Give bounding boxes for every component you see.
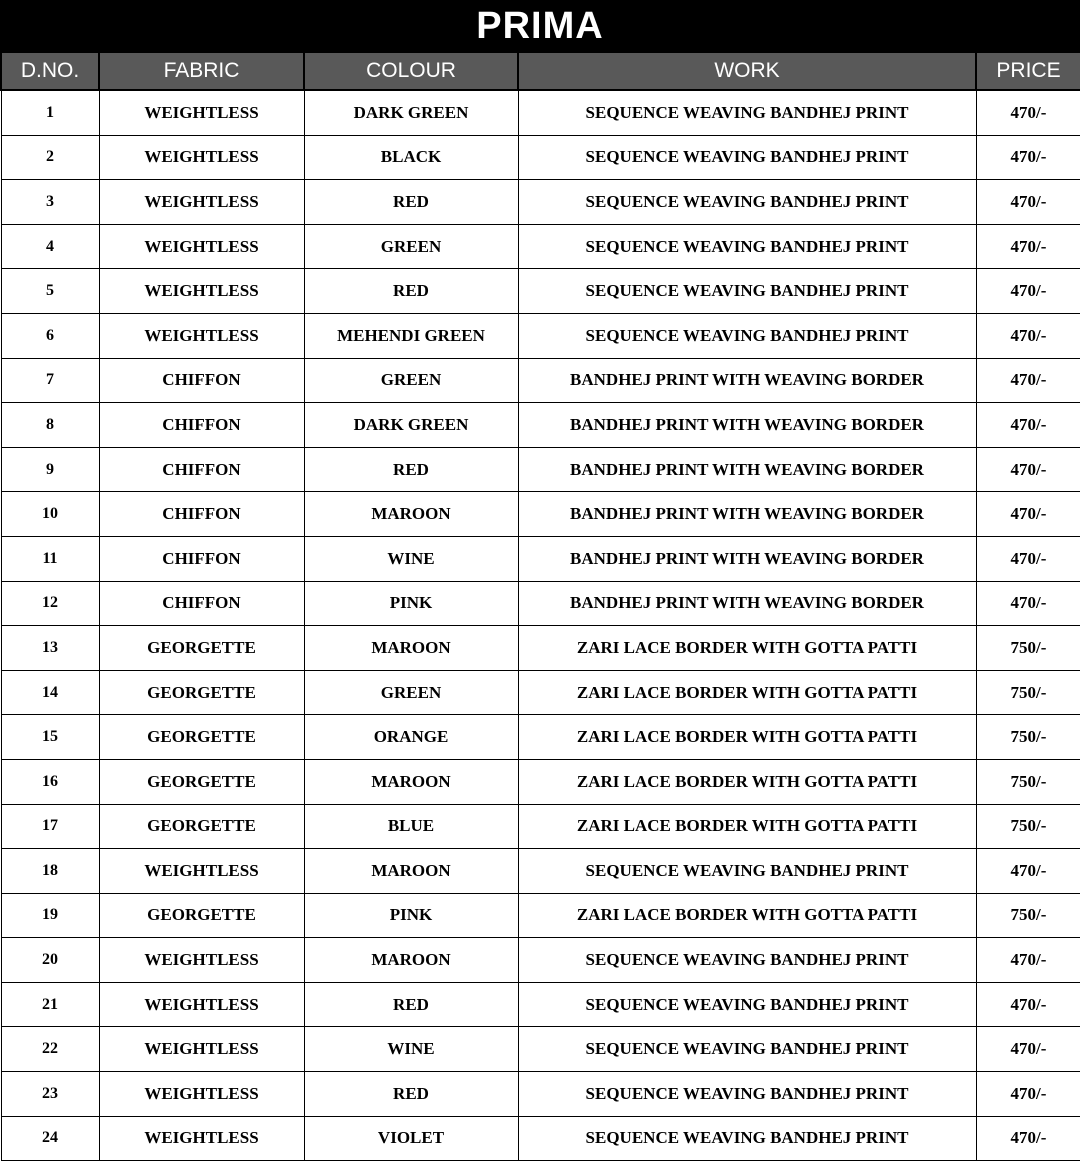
cell-dno: 9: [1, 447, 99, 492]
cell-work: SEQUENCE WEAVING BANDHEJ PRINT: [518, 982, 976, 1027]
cell-fabric: GEORGETTE: [99, 670, 304, 715]
cell-dno: 8: [1, 403, 99, 448]
cell-dno: 14: [1, 670, 99, 715]
catalog-table: [0, 53, 1080, 1161]
cell-fabric: WEIGHTLESS: [99, 269, 304, 314]
cell-price: 470/-: [976, 982, 1080, 1027]
table-row: [1, 938, 1080, 983]
table-row: [1, 804, 1080, 849]
cell-price: 470/-: [976, 403, 1080, 448]
cell-price: 470/-: [976, 313, 1080, 358]
cell-dno: 3: [1, 180, 99, 225]
table-row: [1, 670, 1080, 715]
table-body: [1, 90, 1080, 1161]
cell-fabric: GEORGETTE: [99, 759, 304, 804]
cell-dno: 21: [1, 982, 99, 1027]
header-colour: COLOUR: [304, 53, 518, 90]
table-row: [1, 358, 1080, 403]
cell-work: SEQUENCE WEAVING BANDHEJ PRINT: [518, 849, 976, 894]
cell-work: BANDHEJ PRINT WITH WEAVING BORDER: [518, 492, 976, 537]
cell-price: 470/-: [976, 849, 1080, 894]
cell-fabric: WEIGHTLESS: [99, 849, 304, 894]
cell-fabric: GEORGETTE: [99, 715, 304, 760]
table-row: [1, 982, 1080, 1027]
table-row: [1, 626, 1080, 671]
cell-colour: MEHENDI GREEN: [304, 313, 518, 358]
cell-fabric: CHIFFON: [99, 581, 304, 626]
cell-colour: MAROON: [304, 849, 518, 894]
cell-fabric: WEIGHTLESS: [99, 982, 304, 1027]
cell-dno: 11: [1, 536, 99, 581]
cell-dno: 15: [1, 715, 99, 760]
cell-work: SEQUENCE WEAVING BANDHEJ PRINT: [518, 938, 976, 983]
cell-work: BANDHEJ PRINT WITH WEAVING BORDER: [518, 581, 976, 626]
cell-fabric: WEIGHTLESS: [99, 938, 304, 983]
cell-price: 750/-: [976, 893, 1080, 938]
cell-price: 470/-: [976, 1027, 1080, 1072]
cell-colour: GREEN: [304, 670, 518, 715]
cell-price: 470/-: [976, 536, 1080, 581]
table-row: [1, 893, 1080, 938]
cell-colour: MAROON: [304, 759, 518, 804]
cell-work: SEQUENCE WEAVING BANDHEJ PRINT: [518, 90, 976, 135]
header-work: WORK: [518, 53, 976, 90]
table-row: [1, 1072, 1080, 1117]
table-row: [1, 90, 1080, 135]
cell-colour: PINK: [304, 893, 518, 938]
cell-colour: MAROON: [304, 626, 518, 671]
cell-work: ZARI LACE BORDER WITH GOTTA PATTI: [518, 626, 976, 671]
cell-price: 750/-: [976, 759, 1080, 804]
cell-work: SEQUENCE WEAVING BANDHEJ PRINT: [518, 224, 976, 269]
cell-colour: RED: [304, 1072, 518, 1117]
cell-fabric: WEIGHTLESS: [99, 224, 304, 269]
table-row: [1, 180, 1080, 225]
cell-colour: DARK GREEN: [304, 403, 518, 448]
table-header: [1, 53, 1080, 90]
cell-colour: RED: [304, 982, 518, 1027]
cell-dno: 6: [1, 313, 99, 358]
cell-work: SEQUENCE WEAVING BANDHEJ PRINT: [518, 1116, 976, 1161]
table-row: [1, 849, 1080, 894]
cell-work: SEQUENCE WEAVING BANDHEJ PRINT: [518, 1027, 976, 1072]
cell-colour: BLACK: [304, 135, 518, 180]
cell-dno: 17: [1, 804, 99, 849]
cell-work: ZARI LACE BORDER WITH GOTTA PATTI: [518, 804, 976, 849]
cell-colour: ORANGE: [304, 715, 518, 760]
cell-colour: GREEN: [304, 224, 518, 269]
cell-fabric: GEORGETTE: [99, 804, 304, 849]
cell-dno: 18: [1, 849, 99, 894]
cell-work: SEQUENCE WEAVING BANDHEJ PRINT: [518, 1072, 976, 1117]
cell-dno: 4: [1, 224, 99, 269]
cell-price: 750/-: [976, 670, 1080, 715]
cell-price: 470/-: [976, 938, 1080, 983]
table-row: [1, 447, 1080, 492]
cell-fabric: WEIGHTLESS: [99, 1072, 304, 1117]
table-row: [1, 536, 1080, 581]
cell-colour: VIOLET: [304, 1116, 518, 1161]
cell-work: ZARI LACE BORDER WITH GOTTA PATTI: [518, 670, 976, 715]
cell-price: 470/-: [976, 1072, 1080, 1117]
cell-fabric: WEIGHTLESS: [99, 1116, 304, 1161]
cell-fabric: CHIFFON: [99, 492, 304, 537]
cell-colour: MAROON: [304, 492, 518, 537]
cell-fabric: WEIGHTLESS: [99, 313, 304, 358]
cell-fabric: CHIFFON: [99, 536, 304, 581]
cell-price: 470/-: [976, 135, 1080, 180]
cell-fabric: CHIFFON: [99, 403, 304, 448]
table-row: [1, 135, 1080, 180]
cell-price: 470/-: [976, 581, 1080, 626]
cell-dno: 22: [1, 1027, 99, 1072]
cell-fabric: WEIGHTLESS: [99, 180, 304, 225]
cell-colour: MAROON: [304, 938, 518, 983]
cell-colour: RED: [304, 269, 518, 314]
table-row: [1, 759, 1080, 804]
table-row: [1, 581, 1080, 626]
cell-work: ZARI LACE BORDER WITH GOTTA PATTI: [518, 893, 976, 938]
cell-work: SEQUENCE WEAVING BANDHEJ PRINT: [518, 180, 976, 225]
cell-price: 470/-: [976, 90, 1080, 135]
cell-work: SEQUENCE WEAVING BANDHEJ PRINT: [518, 135, 976, 180]
table-row: [1, 1027, 1080, 1072]
cell-work: ZARI LACE BORDER WITH GOTTA PATTI: [518, 759, 976, 804]
cell-colour: RED: [304, 180, 518, 225]
cell-price: 750/-: [976, 804, 1080, 849]
header-row: [1, 53, 1080, 90]
cell-dno: 16: [1, 759, 99, 804]
table-row: [1, 269, 1080, 314]
cell-price: 470/-: [976, 492, 1080, 537]
table-row: [1, 1116, 1080, 1161]
cell-price: 470/-: [976, 358, 1080, 403]
cell-fabric: GEORGETTE: [99, 893, 304, 938]
cell-fabric: WEIGHTLESS: [99, 135, 304, 180]
cell-fabric: WEIGHTLESS: [99, 1027, 304, 1072]
cell-fabric: CHIFFON: [99, 358, 304, 403]
cell-price: 470/-: [976, 447, 1080, 492]
cell-dno: 5: [1, 269, 99, 314]
cell-dno: 2: [1, 135, 99, 180]
cell-dno: 1: [1, 90, 99, 135]
cell-price: 470/-: [976, 1116, 1080, 1161]
table-row: [1, 313, 1080, 358]
cell-colour: BLUE: [304, 804, 518, 849]
cell-dno: 19: [1, 893, 99, 938]
cell-colour: PINK: [304, 581, 518, 626]
cell-dno: 10: [1, 492, 99, 537]
cell-colour: DARK GREEN: [304, 90, 518, 135]
cell-work: BANDHEJ PRINT WITH WEAVING BORDER: [518, 447, 976, 492]
page-title: PRIMA: [0, 0, 1080, 53]
cell-colour: RED: [304, 447, 518, 492]
table-row: [1, 224, 1080, 269]
cell-dno: 24: [1, 1116, 99, 1161]
header-price: PRICE: [976, 53, 1080, 90]
cell-work: SEQUENCE WEAVING BANDHEJ PRINT: [518, 269, 976, 314]
cell-price: 470/-: [976, 269, 1080, 314]
cell-colour: GREEN: [304, 358, 518, 403]
cell-fabric: CHIFFON: [99, 447, 304, 492]
cell-work: BANDHEJ PRINT WITH WEAVING BORDER: [518, 536, 976, 581]
cell-work: BANDHEJ PRINT WITH WEAVING BORDER: [518, 403, 976, 448]
cell-work: SEQUENCE WEAVING BANDHEJ PRINT: [518, 313, 976, 358]
table-row: [1, 715, 1080, 760]
header-dno: D.NO.: [1, 53, 99, 90]
cell-dno: 7: [1, 358, 99, 403]
cell-dno: 12: [1, 581, 99, 626]
cell-work: BANDHEJ PRINT WITH WEAVING BORDER: [518, 358, 976, 403]
cell-work: ZARI LACE BORDER WITH GOTTA PATTI: [518, 715, 976, 760]
cell-price: 750/-: [976, 626, 1080, 671]
table-row: [1, 492, 1080, 537]
cell-colour: WINE: [304, 536, 518, 581]
cell-fabric: WEIGHTLESS: [99, 90, 304, 135]
cell-price: 750/-: [976, 715, 1080, 760]
cell-fabric: GEORGETTE: [99, 626, 304, 671]
cell-dno: 13: [1, 626, 99, 671]
cell-dno: 20: [1, 938, 99, 983]
cell-dno: 23: [1, 1072, 99, 1117]
cell-price: 470/-: [976, 180, 1080, 225]
cell-colour: WINE: [304, 1027, 518, 1072]
table-row: [1, 403, 1080, 448]
cell-price: 470/-: [976, 224, 1080, 269]
header-fabric: FABRIC: [99, 53, 304, 90]
